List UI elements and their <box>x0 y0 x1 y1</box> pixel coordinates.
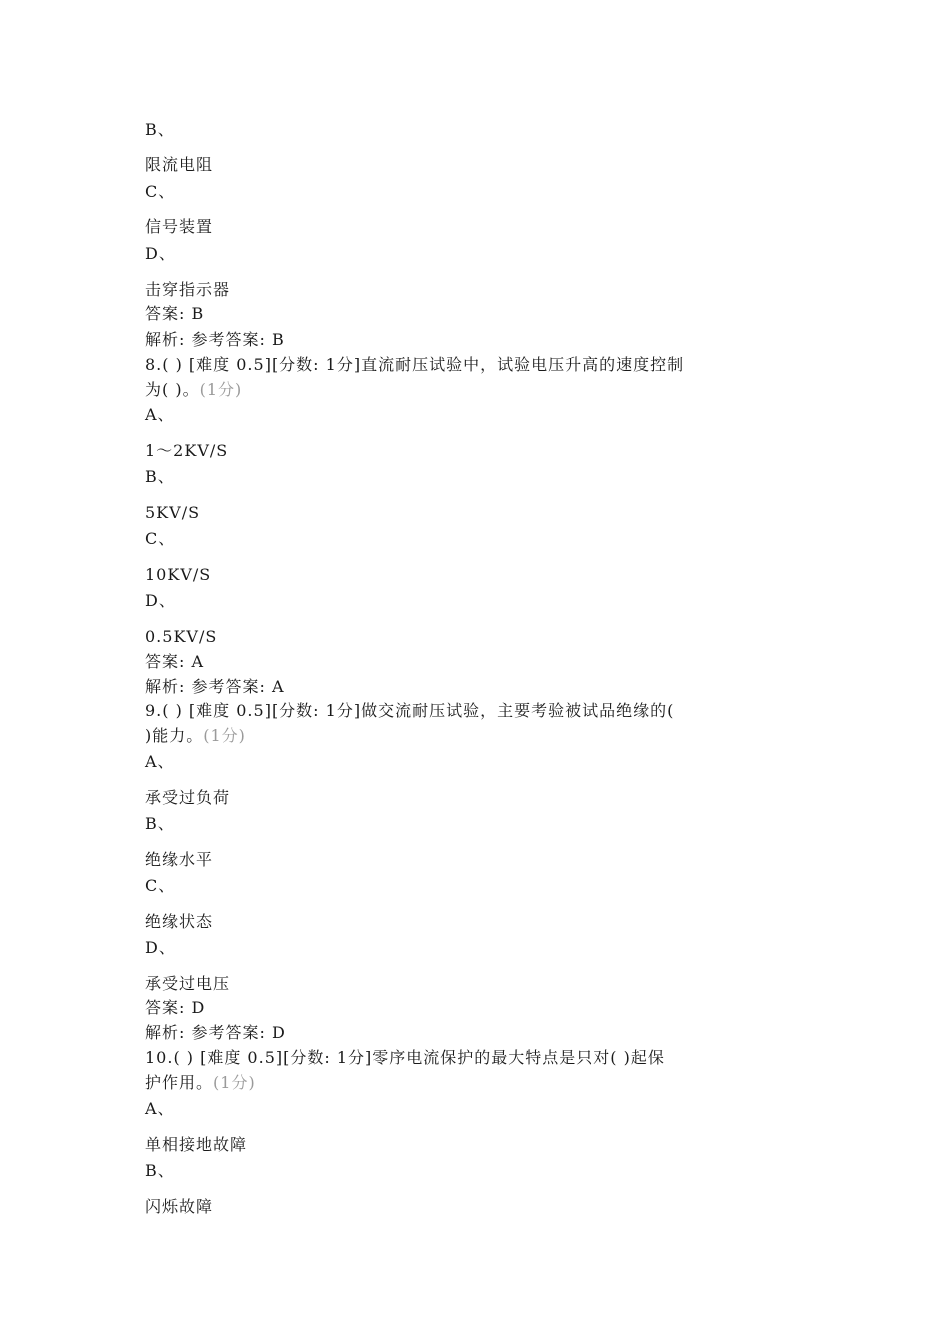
q7-answer: 答案: B <box>145 304 205 323</box>
q9-stem-line1: 9.( ) [难度 0.5][分数: 1分]做交流耐压试验，主要考验被试品绝缘的( <box>145 701 675 720</box>
q9-option-c-label: C、 <box>145 876 176 895</box>
q7-option-d-label: D、 <box>145 244 176 263</box>
q8-option-c-label: C、 <box>145 529 176 548</box>
q7-option-b-text: 限流电阻 <box>145 155 214 174</box>
q7-option-c-text: 信号装置 <box>145 217 214 236</box>
q9-option-c-text: 绝缘状态 <box>145 912 214 931</box>
q10-score: (1分) <box>213 1073 256 1092</box>
q9-option-a-label: A、 <box>145 752 175 771</box>
q9-option-d-label: D、 <box>145 938 176 957</box>
q9-option-d-text: 承受过电压 <box>145 974 231 993</box>
q9-score: (1分) <box>203 726 246 745</box>
q10-option-b-label: B、 <box>145 1161 175 1180</box>
q10-stem-text: 护作用。 <box>145 1073 214 1092</box>
q8-option-a-text: 1～2KV/S <box>145 441 229 460</box>
q8-option-b-label: B、 <box>145 467 175 486</box>
q8-stem-text: 为( )。 <box>145 380 200 399</box>
q8-option-c-text: 10KV/S <box>145 565 212 584</box>
q8-option-d-label: D、 <box>145 591 176 610</box>
q10-stem-line2 <box>145 1073 256 1093</box>
q7-option-d-text: 击穿指示器 <box>145 280 231 299</box>
q9-option-b-label: B、 <box>145 814 175 833</box>
q10-option-a-text: 单相接地故障 <box>145 1135 248 1154</box>
q9-option-a-text: 承受过负荷 <box>145 788 231 807</box>
q8-stem-line2 <box>145 380 242 400</box>
q9-answer: 答案: D <box>145 998 206 1017</box>
q8-option-d-text: 0.5KV/S <box>145 627 218 646</box>
q7-analysis: 解析: 参考答案: B <box>145 330 285 349</box>
q7-option-c-label: C、 <box>145 182 176 201</box>
q8-analysis: 解析: 参考答案: A <box>145 677 285 696</box>
q10-option-a-label: A、 <box>145 1099 175 1118</box>
q10-option-b-text: 闪烁故障 <box>145 1197 214 1216</box>
q10-stem-line1: 10.( ) [难度 0.5][分数: 1分]零序电流保护的最大特点是只对( )起保 <box>145 1048 665 1067</box>
q8-option-a-label: A、 <box>145 405 175 424</box>
q8-answer: 答案: A <box>145 652 205 671</box>
q9-option-b-text: 绝缘水平 <box>145 850 214 869</box>
q8-score: (1分) <box>199 380 243 399</box>
q9-stem-line2 <box>145 726 246 746</box>
q9-stem-text: )能力。 <box>145 726 204 745</box>
q9-analysis: 解析: 参考答案: D <box>145 1023 286 1042</box>
q8-option-b-text: 5KV/S <box>145 503 201 522</box>
q8-stem-line1: 8.( ) [难度 0.5][分数: 1分]直流耐压试验中，试验电压升高的速度控制 <box>145 355 685 374</box>
q7-option-b-label: B、 <box>145 120 175 139</box>
